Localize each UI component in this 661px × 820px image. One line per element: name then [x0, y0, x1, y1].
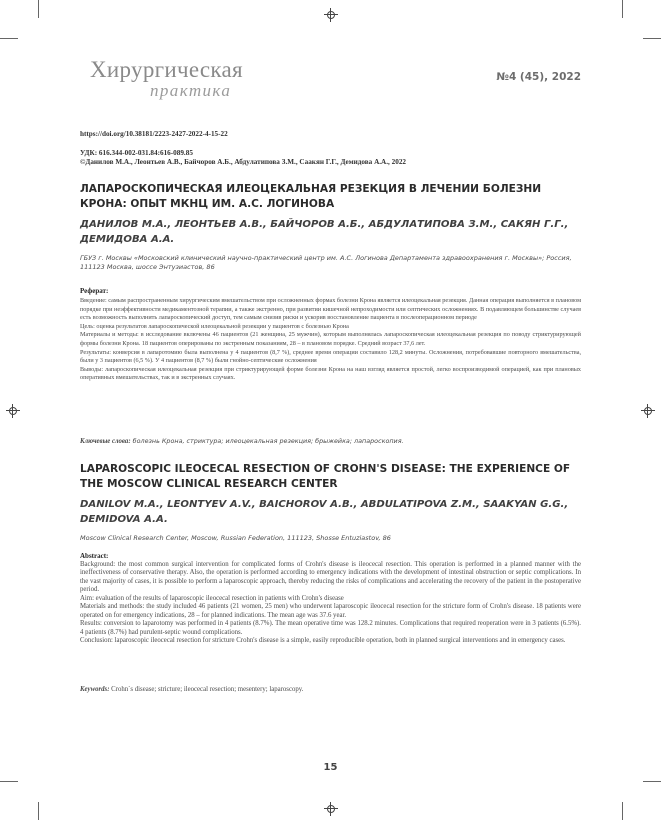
page-number: 15 [323, 762, 338, 773]
article-title-en: LAPAROSCOPIC ILEOCECAL RESECTION OF CROHN'S DISEASE: THE EXPERIENCE OF THE MOSCOW CLINICAL RESEARCH CENTER [80, 463, 571, 490]
abstract-paragraph: Conclusion: laparoscopic ileocecal resection for stricture Crohn's disease is a simple, easily reproducible operation, both in planned surgical interventions and in emergency cases. [80, 637, 566, 645]
trim-mark [622, 0, 623, 18]
abstract-paragraph: Materials and methods: the study included 46 patients (21 women, 25 men) who underwent laparoscopic ileocecal resection for the stricture form of Crohn's disease. 18 patients were operated on for emergency indications, 28 – for planned indications. The mean age was 37.6 year. [80, 603, 581, 619]
journal-logo-subtitle: практика [150, 81, 232, 100]
registration-mark-left [6, 404, 20, 418]
abstract-paragraph: Цель: оценка результатов лапароскопической илеоцекальной резекции у пациентов с болезнью Крона [80, 322, 349, 330]
trim-mark [622, 802, 623, 820]
affiliation-en: Moscow Clinical Research Center, Moscow, Russian Federation, 111123, Shosse Entuziastov, 86 [80, 534, 391, 542]
authors-ru: ДАНИЛОВ М.А., ЛЕОНТЬЕВ А.В., БАЙЧОРОВ А.Б., АБДУЛАТИПОВА З.М., САКЯН Г.Г., ДЕМИДОВА А.А. [80, 219, 569, 245]
trim-mark [38, 802, 39, 820]
registration-mark-bottom [324, 802, 338, 816]
abstract-paragraph: Выводы: лапароскопическая илеоцекальная резекция при стриктурирующей форме болезни Крона на наш взгляд является простой, легко воспроизводимой операцией, как при плановых оперативных вмешательствах, так и в экстренных случаях. [80, 365, 581, 382]
abstract-label-en: Abstract: [80, 552, 109, 560]
abstract-ru [80, 297, 581, 383]
abstract-paragraph: Результаты: конверсия в лапаротомию была выполнена у 4 пациентов (8,7 %), среднее время операции составило 128,2 минуты. Осложнения, потребовавшие повторного вмешательства, были у 3 пациентов (6,5 %). У 4 пациентов (8,7 %) были гнойно-септические осложнения [80, 348, 581, 365]
journal-logo-title: Хирургическая [90, 57, 243, 82]
registration-mark-right [641, 404, 655, 418]
trim-mark [643, 38, 661, 39]
abstract-paragraph: Материалы и методы: в исследование включены 46 пациентов (21 женщина, 25 мужчин), которым выполнялась лапароскопическая илеоцекальная резекция по поводу стриктурирующей формы болезни Крона. 18 пациентов оперированы по экстренным показаниям, 28 – в плановом порядке. Средний возраст 37,6 лет. [80, 331, 581, 347]
abstract-paragraph: Background: the most common surgical intervention for complicated forms of Crohn's disease is ileocecal resection. This operation is performed in a planned manner with the ineffectiveness of conservative therapy. Also, the operation is performed according to emergency indications with the development of intestinal obstruction or septic complications. In the vast majority of cases, it is possible to perform a laparoscopic approach, thereby reducing the risks of complications and accelerating the recovery of the patient in the postoperative period. [80, 561, 581, 594]
abstract-paragraph: Results: conversion to laparotomy was performed in 4 patients (8.7%). The mean operative time was 128.2 minutes. Complications that required reoperation were in 3 patients (6.5%). 4 patients (8.7%) had purulent-septic wound complications. [80, 620, 581, 636]
keywords-en [80, 686, 585, 693]
abstract-paragraph: Введение: самым распространенным хирургическим вмешательством при осложненных формах болезни Крона является илеоцекальная резекция. Данная операция выполняется в плановом порядке при неэффективности медикаментозной терапии, а также экстренно, при развитии кишечной непроходимости или септических осложнениях. В подавляющем большинстве случаев есть возможность выполнить лапароскопический доступ, тем самым снизив риски и ускорив восстановление пациента в послеоперационном периоде [80, 297, 581, 322]
keywords-label-en: Keywords: [80, 686, 110, 693]
article-title-ru: ЛАПАРОСКОПИЧЕСКАЯ ИЛЕОЦЕКАЛЬНАЯ РЕЗЕКЦИЯ В ЛЕЧЕНИИ БОЛЕЗНИ КРОНА: ОПЫТ МКНЦ ИМ. А.С. ЛОГИНОВА [80, 183, 542, 210]
issue-number: №4 (45), 2022 [496, 71, 581, 83]
abstract-label-ru: Реферат: [80, 287, 109, 295]
trim-mark [38, 0, 39, 18]
keywords-label-ru: Ключевые слова: [80, 438, 131, 445]
keywords-list-ru: болезнь Крона, стриктура; илеоцекальная резекция; брыжейка; лапароскопия. [132, 437, 404, 445]
affiliation-ru: ГБУЗ г. Москвы «Московский клинический научно-практический центр им. А.С. Логинова Департамента здравоохранения г. Москвы»; Россия, 111123 Москва, шоссе Энтузиастов, 86 [80, 254, 572, 271]
registration-mark-top [324, 8, 338, 22]
keywords-list-en: Crohn`s disease; stricture; ileocecal resection; mesentery; laparoscopy. [111, 686, 304, 693]
keywords-ru [80, 437, 585, 445]
trim-mark [643, 781, 661, 782]
trim-mark [0, 781, 18, 782]
trim-mark [0, 38, 18, 39]
authors-en: DANILOV M.A., LEONTYEV A.V., BAICHOROV A.B., ABDULATIPOVA Z.M., SAAKYAN G.G., DEMIDOVA A.A. [80, 499, 569, 525]
abstract-paragraph: Aim: evaluation of the results of laparoscopic ileocecal resection in patients with Crohn's disease [80, 594, 344, 602]
doi-link[interactable]: https://doi.org/10.38181/2223-2427-2022-4-15-22 [80, 130, 228, 138]
abstract-en [80, 561, 581, 646]
udc-code: УДК: 616.344-002-031.84:616-089.85 [80, 149, 193, 157]
copyright: ©Данилов М.А., Леонтьев А.В., Байчоров А.Б., Абдулатипова З.М., Саакян Г.Г., Демидова А.А., 2022 [80, 158, 407, 166]
